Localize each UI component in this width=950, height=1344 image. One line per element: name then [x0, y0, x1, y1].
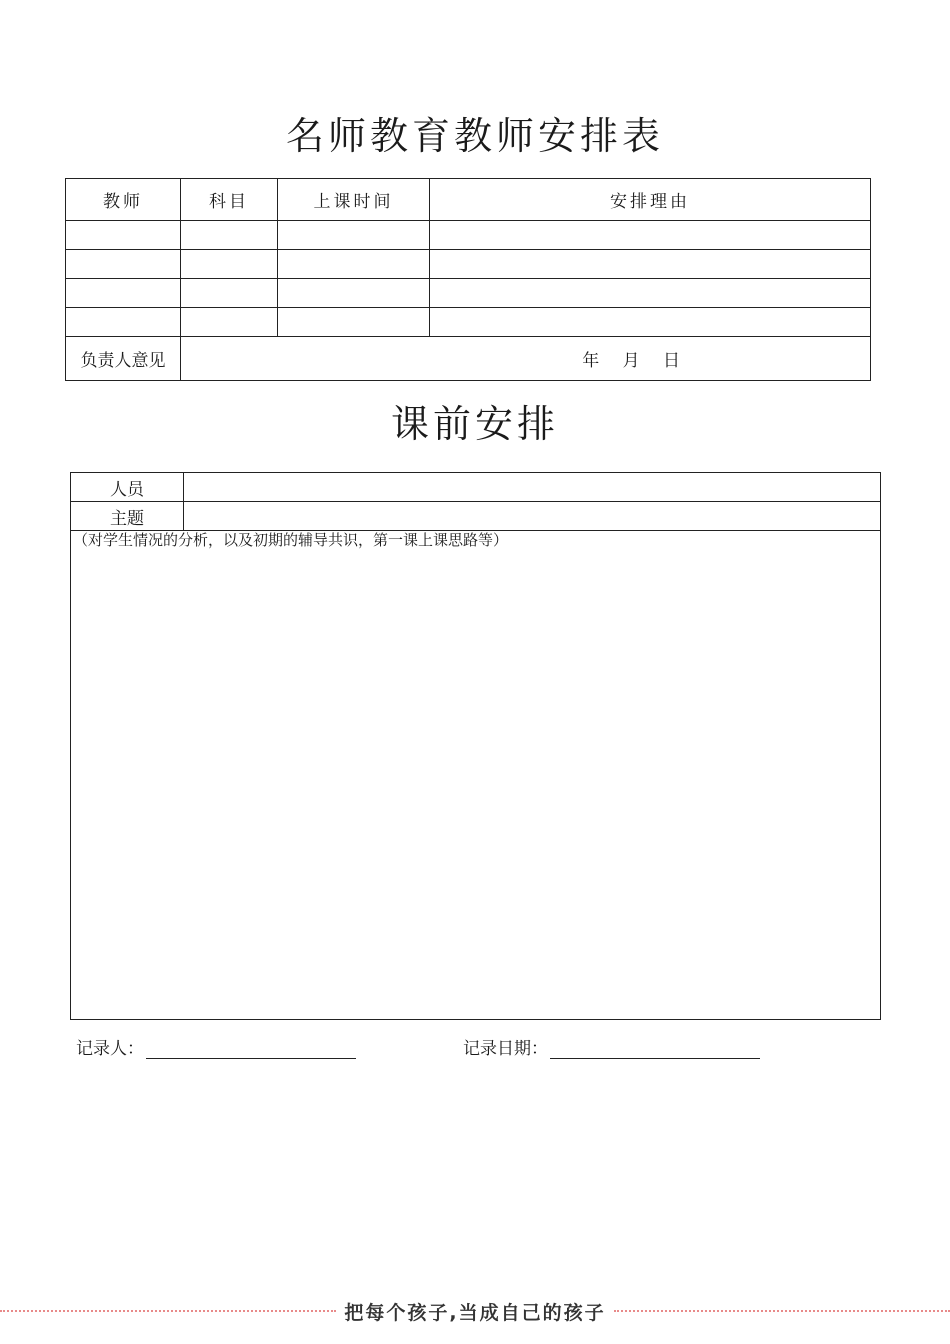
pre-class-table — [70, 472, 881, 1020]
header-class-time: 上课时间 — [278, 179, 430, 221]
section-title: 课前安排 — [390, 402, 559, 446]
recorder-field[interactable] — [146, 1040, 356, 1059]
header-reason: 安排理由 — [430, 179, 871, 221]
opinion-date: 年 月 日 — [582, 351, 680, 371]
footer-slogan-bar — [0, 1298, 950, 1324]
table-row — [66, 250, 871, 279]
recorder-label: 记录人： — [76, 1039, 144, 1059]
table-row — [66, 308, 871, 337]
teacher-schedule-table — [65, 178, 871, 381]
notes-row — [71, 531, 881, 1020]
record-date-label: 记录日期： — [463, 1039, 548, 1059]
recorder-line — [76, 1034, 356, 1059]
table-cell[interactable] — [430, 308, 871, 337]
table-cell[interactable] — [181, 308, 278, 337]
opinion-row — [66, 337, 871, 381]
table-cell[interactable] — [66, 250, 181, 279]
table-cell[interactable] — [278, 308, 430, 337]
personnel-field[interactable] — [184, 473, 881, 502]
table-cell[interactable] — [66, 279, 181, 308]
table-row — [66, 279, 871, 308]
record-date-line — [463, 1034, 760, 1059]
record-date-field[interactable] — [550, 1040, 760, 1059]
dotted-divider — [614, 1310, 950, 1312]
table-cell[interactable] — [430, 279, 871, 308]
table-cell[interactable] — [66, 221, 181, 250]
topic-row — [71, 502, 881, 531]
table-header-row — [66, 179, 871, 221]
header-teacher: 教师 — [66, 179, 181, 221]
topic-field[interactable] — [184, 502, 881, 531]
opinion-label: 负责人意见 — [66, 337, 181, 381]
table-cell[interactable] — [181, 279, 278, 308]
table-cell[interactable] — [181, 250, 278, 279]
dotted-divider — [0, 1310, 336, 1312]
personnel-label: 人员 — [71, 473, 184, 502]
table-cell[interactable] — [278, 279, 430, 308]
opinion-field[interactable] — [181, 337, 871, 381]
notes-area[interactable] — [71, 531, 881, 1020]
personnel-row — [71, 473, 881, 502]
table-cell[interactable] — [278, 250, 430, 279]
table-row — [66, 221, 871, 250]
topic-label: 主题 — [71, 502, 184, 531]
table-cell[interactable] — [430, 250, 871, 279]
table-cell[interactable] — [430, 221, 871, 250]
table-cell[interactable] — [66, 308, 181, 337]
header-subject: 科目 — [181, 179, 278, 221]
document-title: 名师教育教师安排表 — [285, 114, 664, 158]
slogan-text: 把每个孩子,当成自己的孩子 — [344, 1301, 606, 1324]
notes-hint: （对学生情况的分析，以及初期的辅导共识，第一课上课思路等） — [73, 531, 509, 549]
table-cell[interactable] — [181, 221, 278, 250]
table-cell[interactable] — [278, 221, 430, 250]
